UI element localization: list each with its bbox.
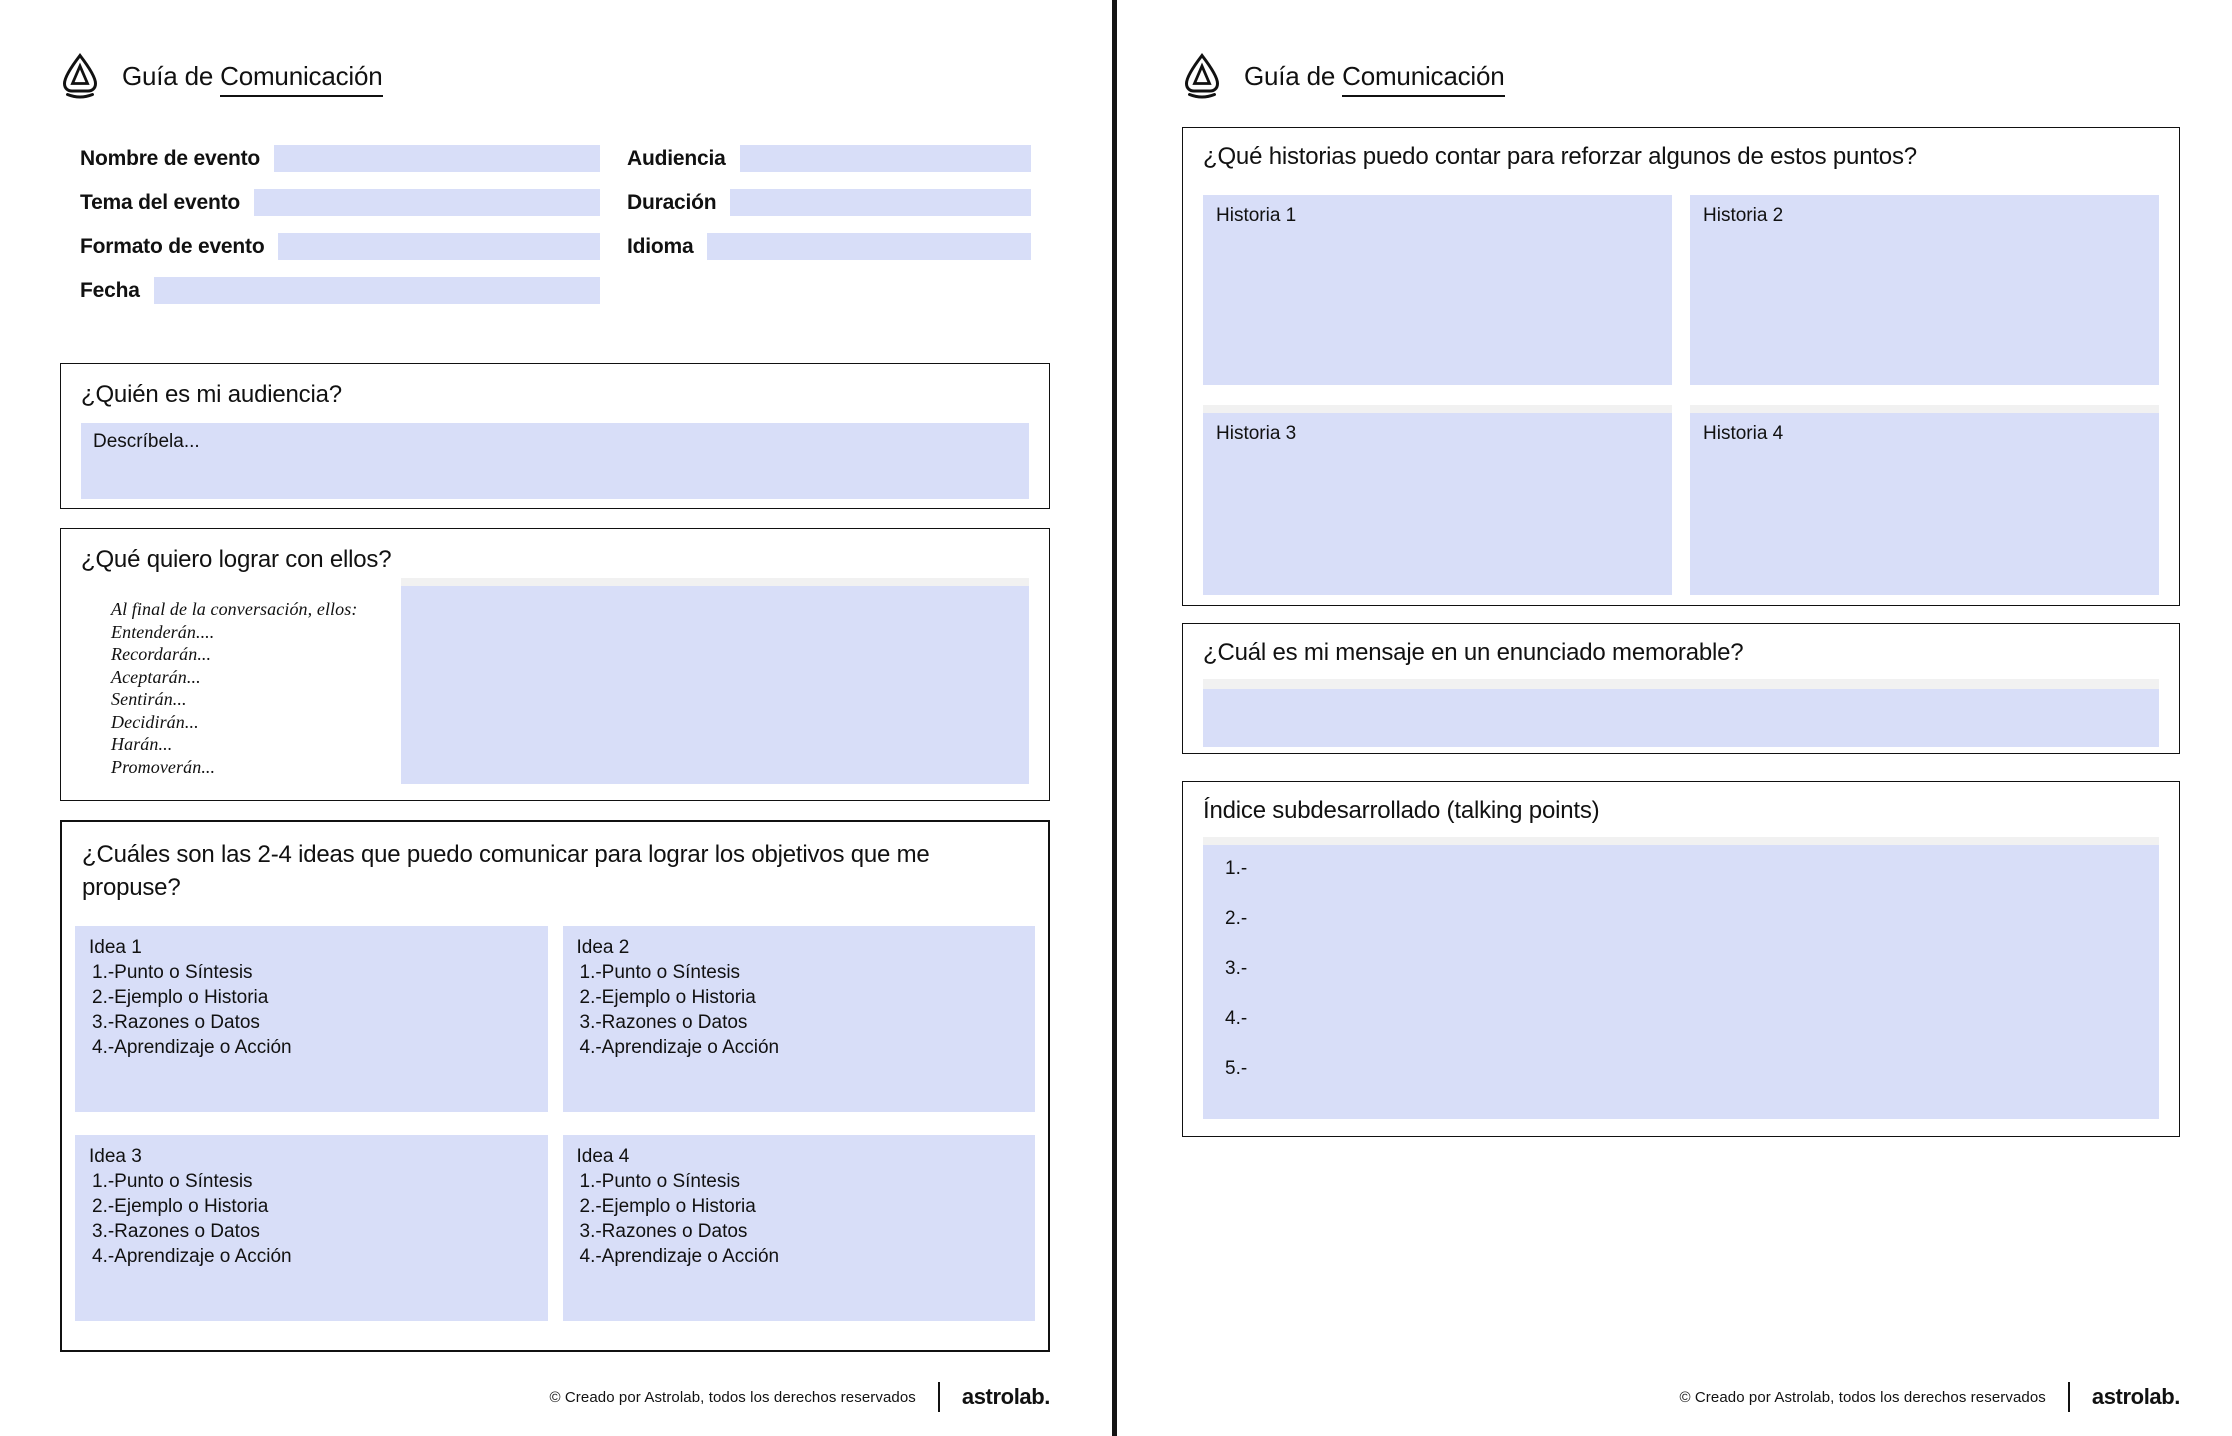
form-row-language <box>627 233 1031 260</box>
audience-label: Audiencia <box>627 146 726 170</box>
outline-box <box>1182 781 2180 1137</box>
duration-input[interactable] <box>730 189 1031 216</box>
idea-item: 3.-Razones o Datos <box>579 1221 748 1242</box>
idea-item: 1.-Punto o Síntesis <box>92 962 253 983</box>
idea-title: Idea 4 <box>576 1146 630 1167</box>
outline-title: Índice subdesarrollado (talking points) <box>1203 797 1600 824</box>
talking-point-number: 1.- <box>1225 858 1248 879</box>
language-label: Idioma <box>627 234 694 258</box>
historia-2-field[interactable] <box>1690 195 2159 385</box>
date-input[interactable] <box>154 277 600 304</box>
page-title-underlined: Comunicación <box>220 61 382 97</box>
copyright-text: © Creado por Astrolab, todos los derechos reservados <box>1679 1388 2046 1406</box>
astrolab-logo-icon <box>1182 53 1222 99</box>
historia-title: Historia 2 <box>1703 205 1784 226</box>
historia-title: Historia 4 <box>1703 423 1784 444</box>
footer <box>549 1382 1050 1412</box>
idea-item: 1.-Punto o Síntesis <box>92 1171 253 1192</box>
event-form-right-column <box>627 145 1031 321</box>
audience-description-placeholder: Descríbela... <box>93 431 200 452</box>
goal-prompt-line: Decidirán... <box>111 711 199 732</box>
outline-field-wrap <box>1203 837 2159 1119</box>
idea-title: Idea 3 <box>89 1146 142 1167</box>
story-cell <box>1203 195 1672 385</box>
goal-prompt-line: Entenderán.... <box>111 621 215 642</box>
duration-label: Duración <box>627 190 717 214</box>
audience-question-box <box>60 363 1050 509</box>
idea-item: 1.-Punto o Síntesis <box>579 1171 741 1192</box>
audience-question: ¿Quién es mi audiencia? <box>81 381 342 408</box>
page-left <box>0 0 1112 1436</box>
goals-question-box <box>60 528 1050 801</box>
event-name-label: Nombre de evento <box>80 146 261 170</box>
stories-question: ¿Qué historias puedo contar para reforzar algunos de estos puntos? <box>1203 143 1917 170</box>
talking-points-field[interactable] <box>1203 845 2159 1119</box>
event-topic-input[interactable] <box>254 189 600 216</box>
astrolab-wordmark: astrolab. <box>2091 1384 2180 1409</box>
goals-response-field[interactable] <box>401 586 1029 784</box>
historia-title: Historia 3 <box>1216 423 1297 444</box>
message-question: ¿Cuál es mi mensaje en un enunciado memorable? <box>1203 639 1744 666</box>
page-title <box>122 61 383 92</box>
audience-input[interactable] <box>740 145 1031 172</box>
goal-prompt-line: Sentirán... <box>111 689 187 709</box>
historia-1-field[interactable] <box>1203 195 1672 385</box>
audience-description-field[interactable] <box>81 423 1029 499</box>
idea-item: 4.-Aprendizaje o Acción <box>92 1246 292 1267</box>
story-field-top-strip <box>1690 405 2159 413</box>
message-field-top-strip <box>1203 679 2159 689</box>
footer-divider <box>2068 1382 2070 1412</box>
event-form <box>80 145 1050 321</box>
form-row-event-topic <box>80 189 600 216</box>
idea-item: 2.-Ejemplo o Historia <box>92 987 269 1008</box>
talking-point-number: 4.- <box>1225 1008 1248 1029</box>
story-field-top-strip <box>1203 405 1672 413</box>
message-response-field[interactable] <box>1203 689 2159 747</box>
historia-3-field[interactable] <box>1203 413 1672 595</box>
talking-point-number: 2.- <box>1225 908 1248 929</box>
outline-field-top-strip <box>1203 837 2159 845</box>
goals-question: ¿Qué quiero lograr con ellos? <box>81 546 392 573</box>
idea-item: 4.-Aprendizaje o Acción <box>579 1037 780 1058</box>
stories-question-box <box>1182 127 2180 606</box>
idea-3-field[interactable] <box>75 1135 548 1321</box>
copyright-text: © Creado por Astrolab, todos los derechos reservados <box>549 1388 916 1406</box>
page-header <box>1182 0 2180 99</box>
message-field-wrap <box>1203 679 2159 747</box>
idea-item: 4.-Aprendizaje o Acción <box>92 1037 292 1058</box>
language-input[interactable] <box>707 233 1031 260</box>
astrolab-wordmark: astrolab. <box>961 1384 1050 1409</box>
ideas-question: ¿Cuáles son las 2-4 ideas que puedo comunicar para lograr los objetivos que me propuse? <box>82 841 930 901</box>
goal-prompt-line: Al final de la conversación, ellos: <box>111 599 358 619</box>
idea-item: 1.-Punto o Síntesis <box>579 962 741 983</box>
event-format-input[interactable] <box>278 233 600 260</box>
goals-content <box>81 578 1029 784</box>
message-question-box <box>1182 623 2180 754</box>
footer <box>1679 1382 2180 1412</box>
page-title <box>1244 61 1505 92</box>
page-title-prefix: Guía de <box>122 60 221 91</box>
goal-prompt-line: Recordarán... <box>111 644 212 664</box>
story-cell <box>1690 195 2159 385</box>
idea-1-field[interactable] <box>75 926 548 1112</box>
date-label: Fecha <box>80 278 140 302</box>
story-cell <box>1203 405 1672 595</box>
goal-prompt-line: Harán... <box>111 734 173 754</box>
historia-4-field[interactable] <box>1690 413 2159 595</box>
historia-title: Historia 1 <box>1216 205 1297 226</box>
footer-divider <box>938 1382 940 1412</box>
stories-grid <box>1203 195 2159 595</box>
story-cell <box>1690 405 2159 595</box>
astrolab-logo-icon <box>60 53 100 99</box>
form-row-audience <box>627 145 1031 172</box>
goals-field-wrap <box>401 578 1029 784</box>
ideas-grid <box>75 926 1035 1321</box>
event-name-input[interactable] <box>274 145 600 172</box>
idea-item: 3.-Razones o Datos <box>579 1012 748 1033</box>
idea-item: 2.-Ejemplo o Historia <box>579 1196 756 1217</box>
idea-item: 3.-Razones o Datos <box>92 1221 260 1242</box>
idea-item: 2.-Ejemplo o Historia <box>579 987 756 1008</box>
page-title-underlined: Comunicación <box>1342 61 1504 97</box>
idea-item: 2.-Ejemplo o Historia <box>92 1196 269 1217</box>
idea-4-field[interactable] <box>563 1135 1036 1321</box>
talking-point-number: 5.- <box>1225 1058 1248 1079</box>
goal-prompt-line: Promoverán... <box>111 756 216 777</box>
form-row-duration <box>627 189 1031 216</box>
event-form-left-column <box>80 145 600 321</box>
idea-item: 4.-Aprendizaje o Acción <box>579 1246 780 1267</box>
page-title-prefix: Guía de <box>1244 60 1343 91</box>
ideas-question-box <box>60 820 1050 1352</box>
idea-2-field[interactable] <box>563 926 1036 1112</box>
goals-field-top-strip <box>401 578 1029 586</box>
page-header <box>60 0 1050 99</box>
event-topic-label: Tema del evento <box>80 190 240 214</box>
form-row-event-format <box>80 233 600 260</box>
form-row-date <box>80 277 600 304</box>
goal-prompt-line: Aceptarán... <box>111 666 201 687</box>
idea-item: 3.-Razones o Datos <box>92 1012 260 1033</box>
form-row-event-name <box>80 145 600 172</box>
idea-title: Idea 1 <box>89 937 142 958</box>
talking-point-number: 3.- <box>1225 958 1248 979</box>
event-format-label: Formato de evento <box>80 234 265 258</box>
idea-title: Idea 2 <box>576 937 630 958</box>
goal-prompts <box>81 578 401 784</box>
page-right <box>1117 0 2232 1436</box>
